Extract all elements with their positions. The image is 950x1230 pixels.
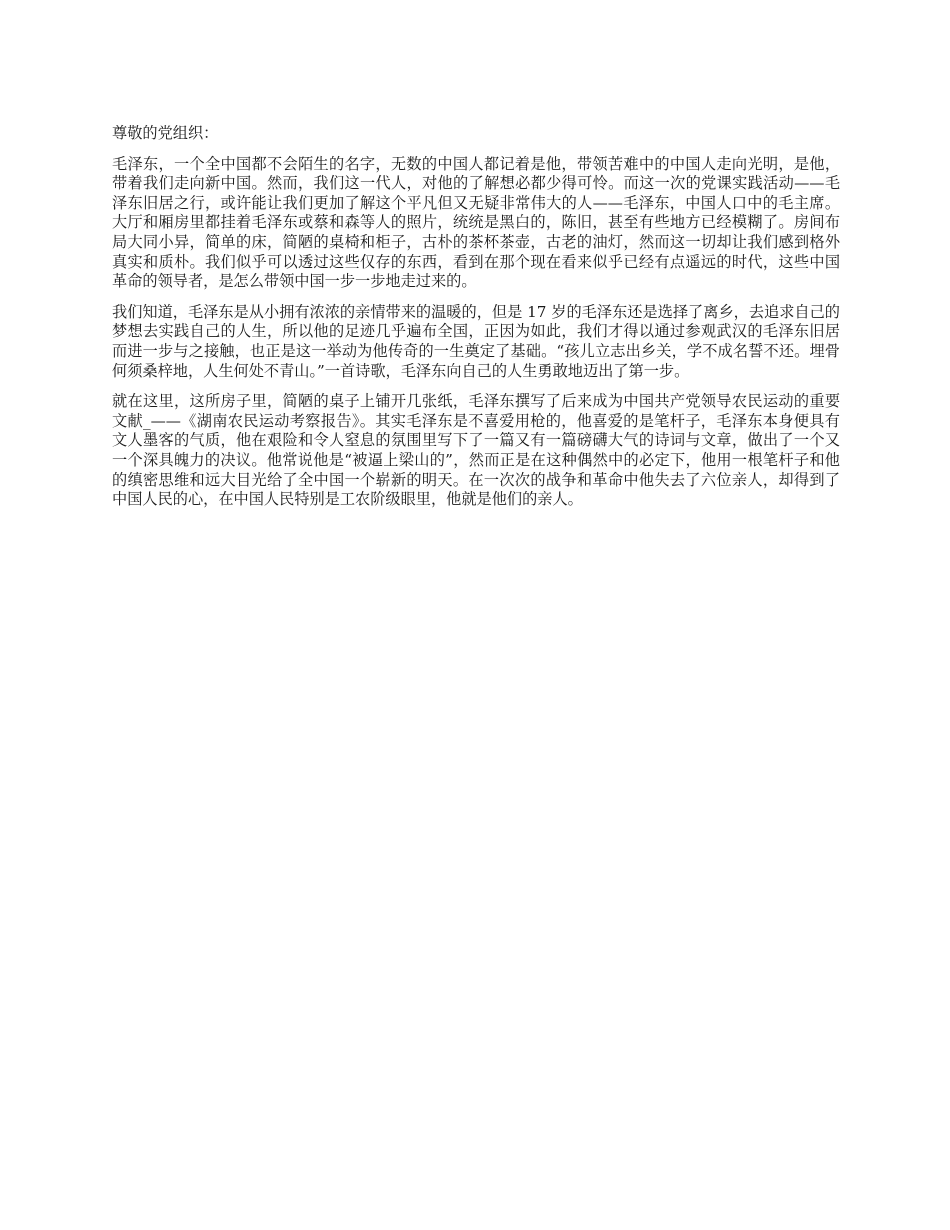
paragraph-3: 就在这里，这所房子里，简陋的桌子上铺开几张纸，毛泽东撰写了后来成为中国共产党领导农民运动的重要文献_——《湖南农民运动考察报告》。其实毛泽东是不喜爱用枪的，他喜爱的是笔杆子，毛泽东本身便具有文人墨客的气质，他在艰险和令人窒息的氛围里写下了一篇又有一篇磅礴大气的诗词与文章，做出了一个又一个深具魄力的决议。他常说他是“被逼上梁山的”，然而正是在这种偶然中的必定下，他用一根笔杆子和他的缜密思维和远大目光给了全中国一个崭新的明天。在一次次的战争和革命中他失去了六位亲人，却得到了中国人民的心，在中国人民特别是工农阶级眼里，他就是他们的亲人。 [112, 392, 840, 509]
document-body [112, 124, 840, 521]
salutation: 尊敬的党组织： [112, 124, 219, 142]
paragraph-2: 我们知道，毛泽东是从小拥有浓浓的亲情带来的温暖的，但是 17 岁的毛泽东还是选择了离乡，去追求自己的梦想去实践自己的人生，所以他的足迹几乎遍布全国，正因为如此，我们才得以通过参观武汉的毛泽东旧居而进一步与之接触，也正是这一举动为他传奇的一生奠定了基础。“孩儿立志出乡关，学不成名誓不还。埋骨何须桑梓地，人生何处不青山。”一首诗歌，毛泽东向自己的人生勇敢地迈出了第一步。 [112, 302, 840, 380]
paragraph-1: 毛泽东，一个全中国都不会陌生的名字，无数的中国人都记着是他，带领苦难中的中国人走向光明，是他，带着我们走向新中国。然而，我们这一代人，对他的了解想必都少得可怜。而这一次的党课实践活动——毛泽东旧居之行，或许能让我们更加了解这个平凡但又无疑非常伟大的人——毛泽东，中国人口中的毛主席。 大厅和厢房里都挂着毛泽东或蔡和森等人的照片，统统是黑白的，陈旧，甚至有些地方已经模糊了。房间布局大同小异，简单的床，简陋的桌椅和柜子，古朴的茶杯茶壶，古老的油灯，然而这一切却让我们感到格外真实和质朴。我们似乎可以透过这些仅存的东西，看到在那个现在看来似乎已经有点遥远的时代，这些中国革命的领导者，是怎么带领中国一步一步地走过来的。 [112, 154, 840, 291]
